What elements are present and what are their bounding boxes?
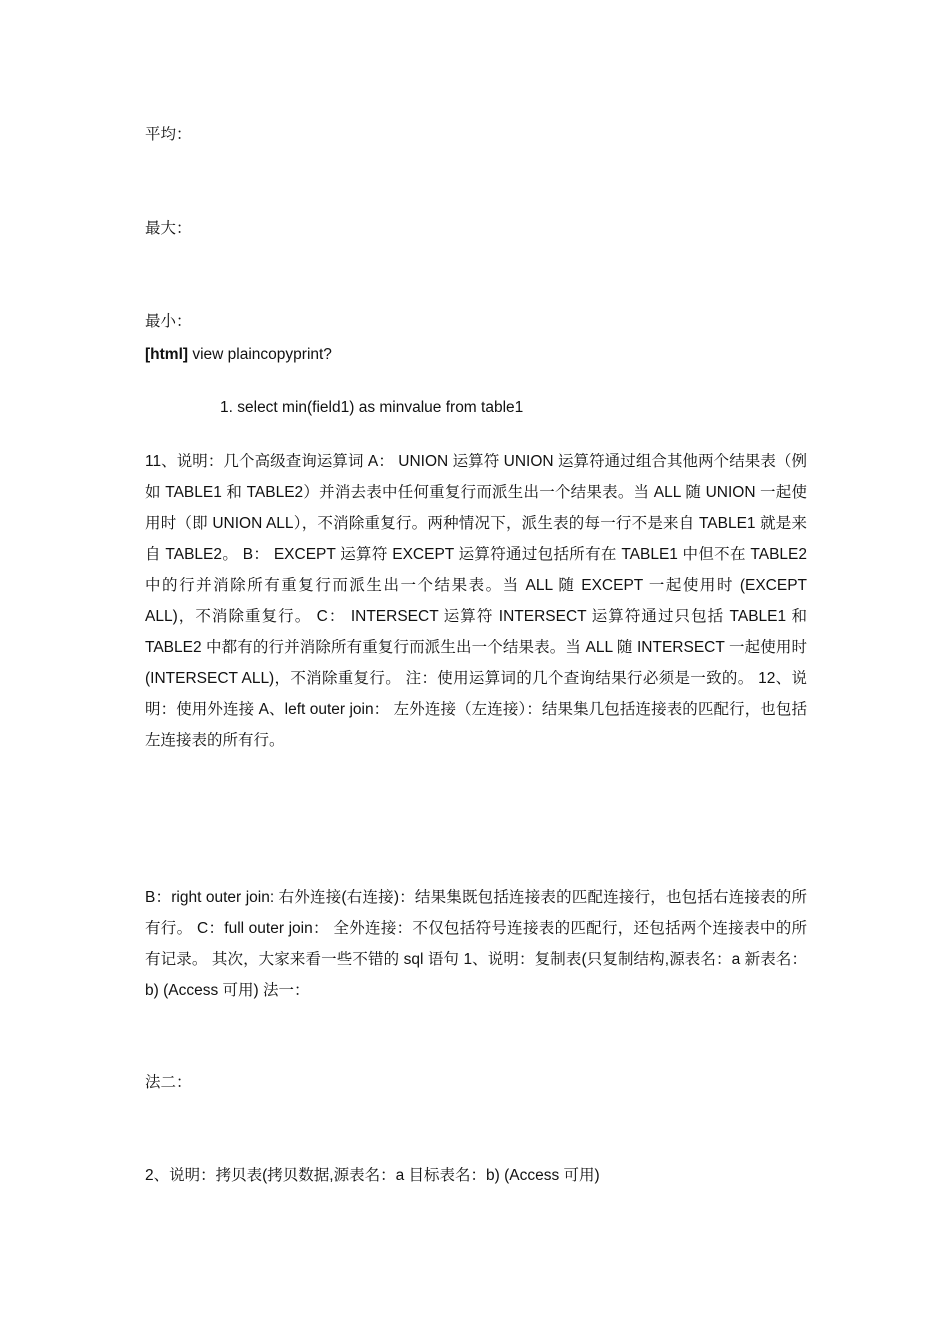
code-line: select min(field1) as minvalue from table1	[237, 399, 524, 416]
paragraph-outer-join-copy-table: B：right outer join: 右外连接(右连接)：结果集既包括连接表的匹配连接行，也包括右连接表的所有行。 C：full outer join： 全外连接：不仅包括符号连接表的匹配行，还包括两个连接表中的所有记录。 其次，大家来看一些不错的 sql 语句 1、说明：复制表(只复制结构,源表名：a 新表名：b) (Access 可用) 法一：	[145, 889, 807, 999]
max-label: 最大：	[145, 220, 192, 237]
code-language-tag: [html]	[145, 346, 189, 363]
paragraph-union-except-intersect: 11、说明：几个高级查询运算词 A： UNION 运算符 UNION 运算符通过组合其他两个结果表（例如 TABLE1 和 TABLE2）并消去表中任何重复行而派生出一个结果表。当 ALL 随 UNION 一起使用时（即 UNION ALL），不消除重复行。两种情况下，派生表的每一行不是来自 TABLE1 就是来自 TABLE2。 B： EXCEPT 运算符 EXCEPT 运算符通过包括所有在 TABLE1 中但不在 TABLE2 中的行并消除所有重复行而派生出一个结果表。当 ALL 随 EXCEPT 一起使用时 (EXCEPT ALL)，不消除重复行。 C： INTERSECT 运算符 INTERSECT 运算符通过只包括 TABLE1 和 TABLE2 中都有的行并消除所有重复行而派生出一个结果表。当 ALL 随 INTERSECT 一起使用时 (INTERSECT ALL)，不消除重复行。 注：使用运算词的几个查询结果行必须是一致的。 12、说明：使用外连接 A、left outer join： 左外连接（左连接）：结果集几包括连接表的匹配行，也包括左连接表的所有行。	[145, 453, 807, 749]
list-number: 1.	[220, 399, 233, 416]
code-list-item	[220, 398, 523, 418]
avg-label: 平均：	[145, 126, 192, 143]
code-toolbar-links[interactable]: view plaincopyprint?	[188, 346, 332, 363]
min-label: 最小：	[145, 313, 192, 330]
note-copy-data: 2、说明：拷贝表(拷贝数据,源表名：a 目标表名：b) (Access 可用)	[145, 1167, 600, 1184]
code-toolbar	[145, 345, 332, 365]
method-two-label: 法二：	[145, 1074, 192, 1091]
